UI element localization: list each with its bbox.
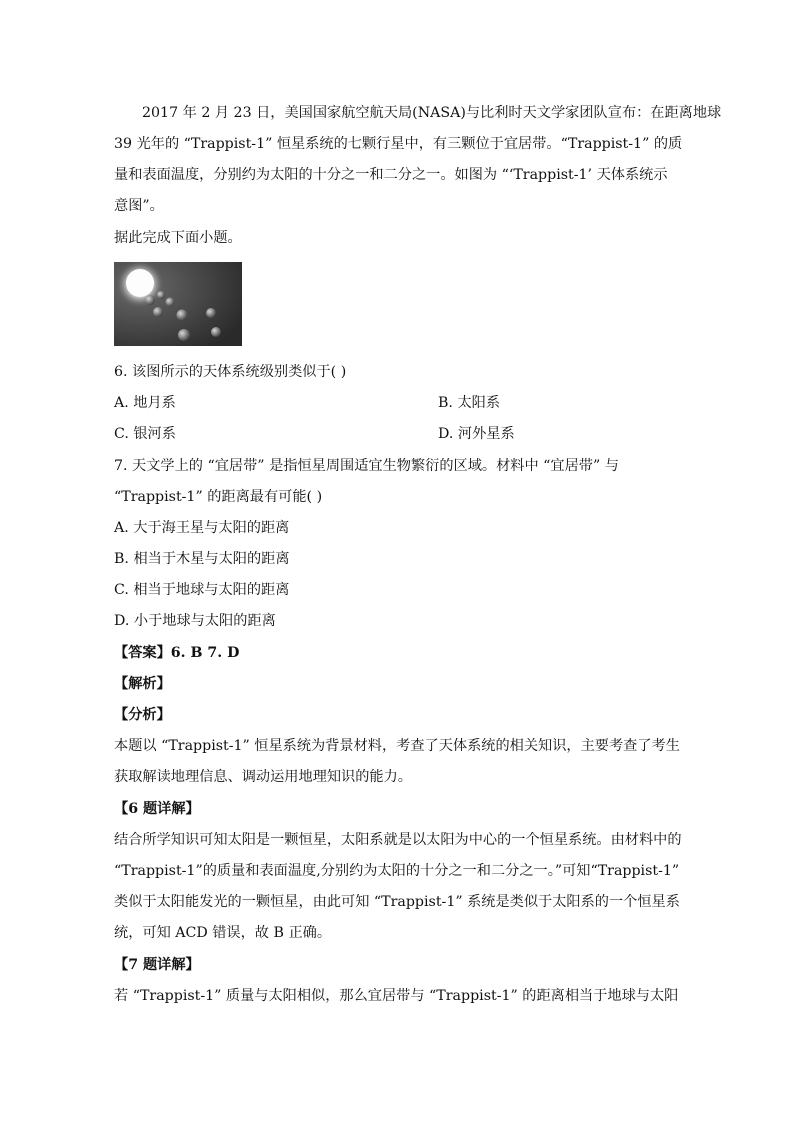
analysis-line-2: 获取解读地理信息、调动运用地理知识的能力。 bbox=[114, 769, 412, 785]
intro-line-4: 意图”。 bbox=[114, 198, 164, 214]
analysis-line-1: 本题以 “Trappist-1” 恒星系统为背景材料，考查了天体系统的相关知识，主要考查了考生 bbox=[114, 738, 680, 754]
intro-line-2: 39 光年的 “Trappist-1” 恒星系统的七颗行星中，有三颗位于宜居带。“Trappist-1” 的质 bbox=[114, 136, 683, 152]
star-system-illustration bbox=[114, 262, 242, 346]
intro-line-1: 2017 年 2 月 23 日，美国国家航空航天局(NASA)与比利时天文学家团队宣布：在距离地球 bbox=[142, 105, 722, 121]
question-7-option-d: D. 小于地球与太阳的距离 bbox=[114, 613, 276, 629]
trappist-1-system-figure bbox=[114, 262, 242, 346]
question-6-option-b: B. 太阳系 bbox=[438, 395, 501, 411]
detail-6-line-1: 结合所学知识可知太阳是一颗恒星，太阳系就是以太阳为中心的一个恒星系统。由材料中的 bbox=[114, 832, 682, 848]
intro-line-3: 量和表面温度，分别约为太阳的十分之一和二分之一。如图为 “‘Trappist-1’ 天体系统示 bbox=[114, 167, 668, 183]
detail-7-heading: 【7 题详解】 bbox=[114, 957, 200, 973]
detail-7-line-1: 若 “Trappist-1” 质量与太阳相似，那么宜居带与 “Trappist-1” 的距离相当于地球与太阳 bbox=[114, 988, 679, 1004]
detail-6-line-2: “Trappist-1”的质量和表面温度,分别约为太阳的十分之一和二分之一。”可知“Trappist-1” bbox=[114, 863, 680, 879]
fenxi-heading: 【分析】 bbox=[114, 707, 171, 723]
answer-line: 【答案】6. B 7. D bbox=[114, 645, 240, 661]
detail-6-line-4: 统，可知 ACD 错误，故 B 正确。 bbox=[114, 925, 332, 941]
question-7-option-c: C. 相当于地球与太阳的距离 bbox=[114, 582, 290, 598]
question-7-option-b: B. 相当于木星与太阳的距离 bbox=[114, 551, 290, 567]
question-7-stem-line-1: 7. 天文学上的 “宜居带” 是指恒星周围适宜生物繁衍的区域。材料中 “宜居带” 与 bbox=[114, 458, 619, 474]
question-6-stem: 6. 该图所示的天体系统级别类似于( ) bbox=[114, 364, 347, 380]
detail-6-line-3: 类似于太阳能发光的一颗恒星，由此可知 “Trappist-1” 系统是类似于太阳系的一个恒星系 bbox=[114, 894, 680, 910]
jiexi-heading: 【解析】 bbox=[114, 676, 171, 692]
intro-line-5: 据此完成下面小题。 bbox=[114, 230, 242, 246]
question-6-option-c: C. 银河系 bbox=[114, 426, 176, 442]
question-7-option-a: A. 大于海王星与太阳的距离 bbox=[114, 520, 290, 536]
question-7-stem-line-2: “Trappist-1” 的距离最有可能( ) bbox=[114, 489, 323, 505]
question-6-option-d: D. 河外星系 bbox=[438, 426, 515, 442]
detail-6-heading: 【6 题详解】 bbox=[114, 801, 200, 817]
question-6-option-a: A. 地月系 bbox=[114, 395, 176, 411]
